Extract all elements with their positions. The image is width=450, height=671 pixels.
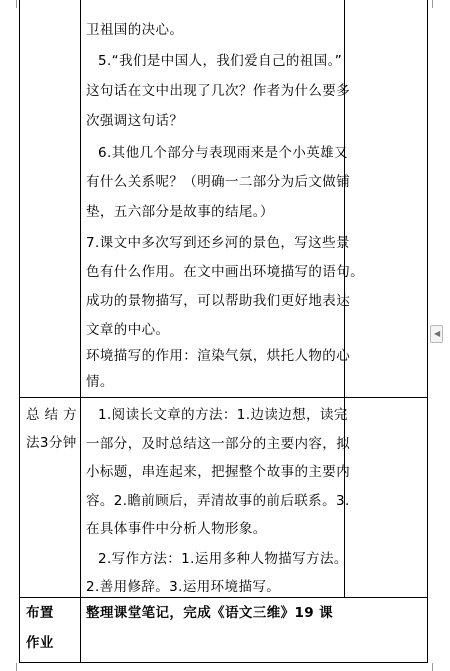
table-border-bottom [19,662,428,663]
row-divider-2 [19,597,428,598]
row1-line: 色有什么作用。在文中画出环境描写的语句。 [86,264,364,280]
table-border-left [19,0,20,662]
row2-line: 1.阅读长文章的方法：1.边读边想，读完 [98,407,348,423]
row3-label-line: 布置 [26,605,54,621]
crop-mark-bottom-right [432,663,441,671]
row1-line: 垫，五六部分是故事的结尾。） [86,204,274,220]
crop-mark-bottom-left [8,663,17,671]
chevron-left-icon: ◀ [434,329,441,338]
row1-line: 情。 [86,374,114,390]
row1-line: 次强调这句话？ [86,113,184,129]
row2-line: 2.善用修辞。3.运用环境描写。 [86,579,281,595]
row1-line: 6.其他几个部分与表现雨来是个小英雄又 [98,145,348,161]
table-divider-col1 [80,0,81,662]
table-border-right [427,0,428,662]
row1-line: 环境描写的作用：渲染气氛，烘托人物的心 [86,348,351,364]
crop-mark-top-right [432,0,441,8]
row2-line: 一部分，及时总结这一部分的主要内容，拟 [86,436,351,452]
row2-line: 小标题，串连起来，把握整个故事的主要内 [86,464,351,480]
row3-label-line: 作业 [26,635,54,651]
row-divider-1 [19,397,428,398]
row2-line: 2.写作方法：1.运用多种人物描写方法。 [98,551,348,567]
homework-text: 整理课堂笔记，完成《语文三维》19 课 [86,605,334,621]
row2-line: 容。2.瞻前顾后，弄清故事的前后联系。3. [86,493,350,509]
crop-mark-top-left [8,0,17,8]
row2-line: 在具体事件中分析人物形象。 [86,521,267,537]
row2-label-line: 法3分钟 [26,435,77,451]
row1-line: 文章的中心。 [86,322,170,338]
row1-line: 卫祖国的决心。 [86,22,184,38]
scroll-handle[interactable] [430,325,443,343]
row1-line: 7.课文中多次写到还乡河的景色，写这些景 [86,235,350,251]
row1-line: 有什么关系呢？（明确一二部分为后文做铺 [86,174,351,190]
row1-line: 这句话在文中出现了几次？作者为什么要多 [86,83,351,99]
row1-line: 成功的景物描写，可以帮助我们更好地表达 [86,293,351,309]
row2-label-line: 总 结 方 [26,407,78,423]
row1-line: 5.“我们是中国人，我们爱自己的祖国。” [98,53,343,69]
